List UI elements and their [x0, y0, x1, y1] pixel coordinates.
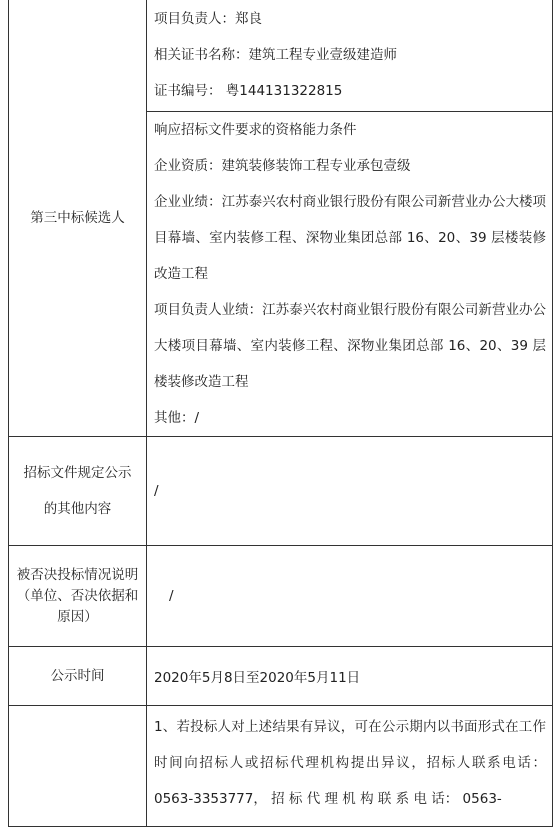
other-content-value: /: [147, 437, 553, 546]
bid-result-table: [8, 0, 553, 827]
other-info: 其他：/: [154, 410, 200, 426]
objection-label-empty: [9, 706, 147, 827]
rejected-row: [9, 546, 553, 647]
project-manager: 项目负责人：郑良: [154, 11, 262, 27]
objection-cell: [147, 706, 553, 827]
manager-performance: 项目负责人业绩：江苏泰兴农村商业银行股份有限公司新营业办公大楼项目幕墙、室内装修工程、深物业集团总部 16、20、39 层楼装修改造工程: [154, 302, 546, 390]
cert-name: 相关证书名称：建筑工程专业壹级建造师: [154, 47, 397, 63]
rejected-value: /: [147, 546, 553, 647]
publicity-value: 2020年5月8日至2020年5月11日: [147, 647, 553, 706]
candidate3-cert-cell: [147, 0, 553, 112]
requirement-title: 响应招标文件要求的资格能力条件: [154, 122, 357, 138]
company-performance: 企业业绩：江苏泰兴农村商业银行股份有限公司新营业办公大楼项目幕墙、室内装修工程、深物业集团总部 16、20、39 层楼装修改造工程: [154, 194, 546, 282]
candidate3-label: 第三中标候选人: [9, 0, 147, 437]
candidate3-qualification-cell: [147, 112, 553, 437]
other-content-row: [9, 437, 553, 546]
publicity-label: 公示时间: [9, 647, 147, 706]
candidate3-row-a: [9, 0, 553, 112]
publicity-row: [9, 647, 553, 706]
objection-row: [9, 706, 553, 827]
other-content-label: 招标文件规定公示的其他内容: [9, 437, 147, 546]
cert-number: 证书编号： 粤144131322815: [154, 83, 343, 99]
rejected-label: 被否决投标情况说明（单位、否决依据和原因）: [9, 546, 147, 647]
company-qualification: 企业资质：建筑装修装饰工程专业承包壹级: [154, 158, 411, 174]
objection-text: 1、若投标人对上述结果有异议，可在公示期内以书面形式在工作时间向招标人或招标代理机构提出异议，招标人联系电话： 0563-3353777， 招 标 代 理 机 构 联 系 电 话： 0563-: [154, 719, 546, 807]
